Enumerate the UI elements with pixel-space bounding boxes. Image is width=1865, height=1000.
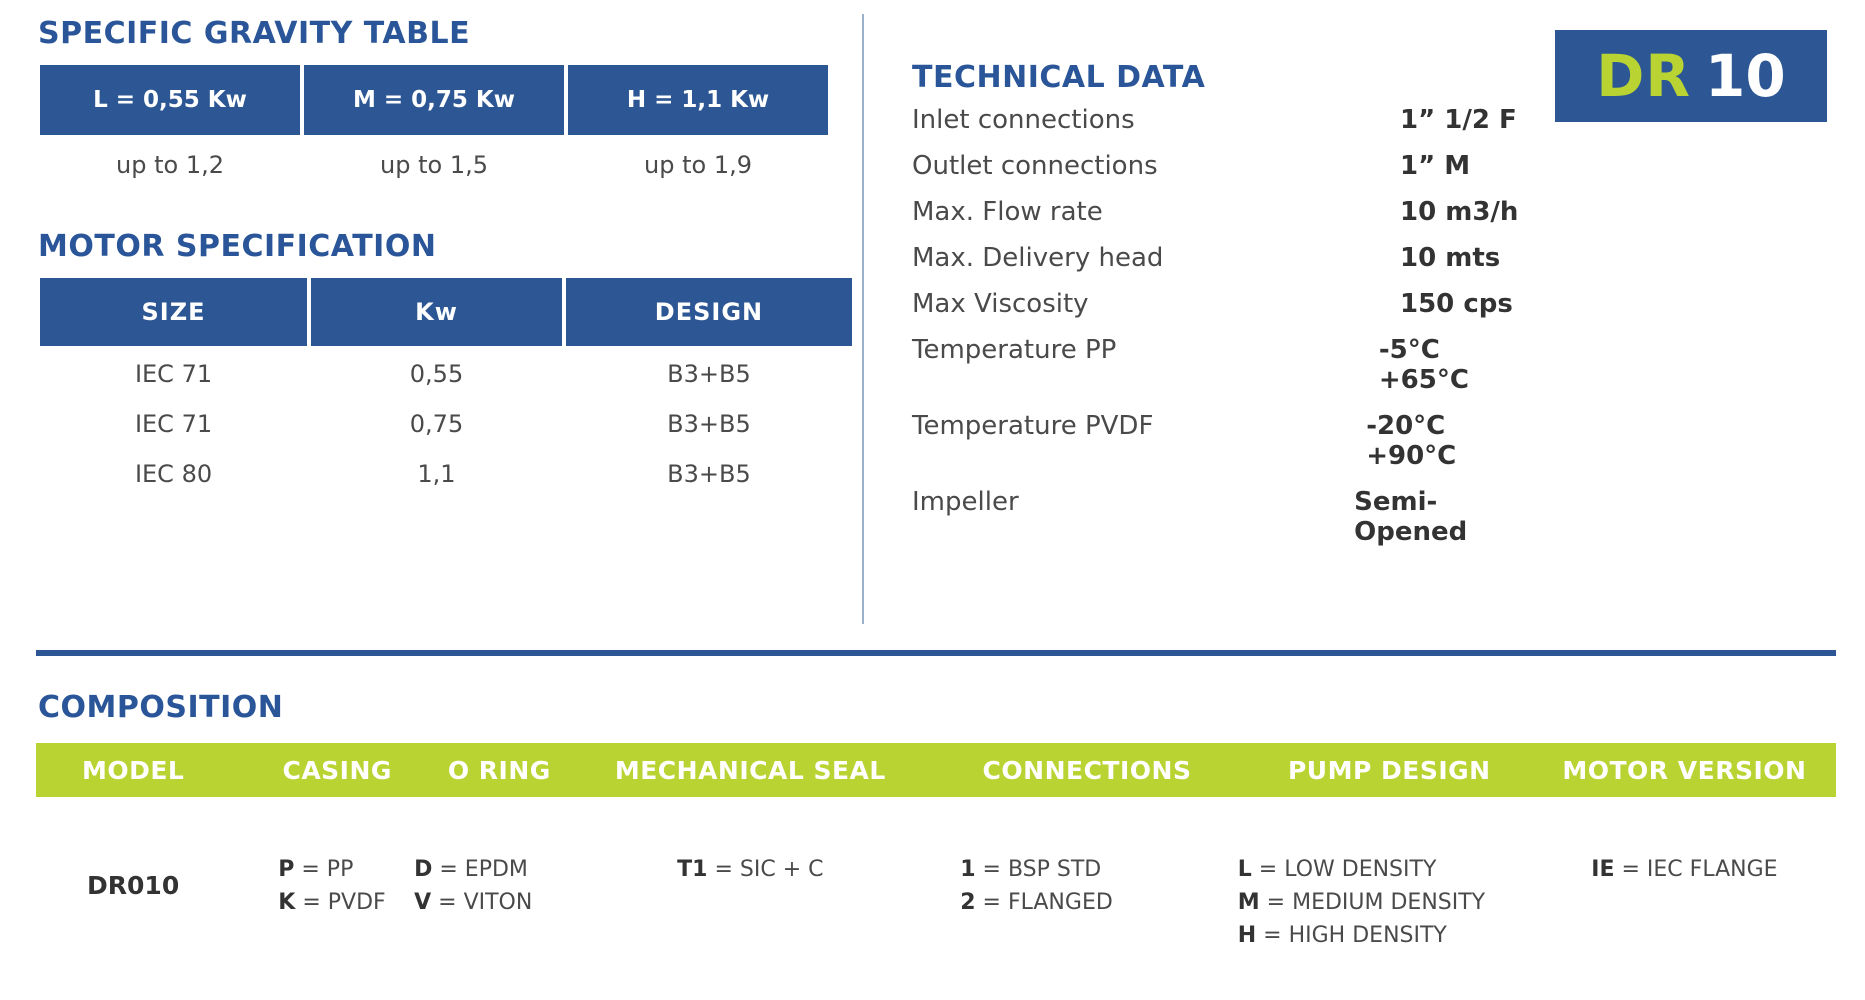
- tech-label: Max. Flow rate: [912, 197, 1103, 227]
- table-row: [40, 396, 852, 446]
- composition-body-row: [36, 797, 1836, 952]
- tech-row: [912, 411, 1532, 471]
- tech-value: -5°C +65°C: [1378, 335, 1469, 395]
- table-row: [40, 346, 852, 396]
- comp-option: [414, 886, 584, 919]
- tech-value: 1” 1/2 F: [1400, 105, 1517, 135]
- motor-cell-size: IEC 71: [134, 360, 213, 388]
- comp-option: [278, 886, 396, 919]
- comp-option: [1238, 853, 1541, 886]
- comp-option: [1238, 919, 1541, 952]
- option-text: = PVDF: [295, 890, 386, 915]
- motor-cell-design: B3+B5: [667, 360, 751, 388]
- logo-prefix: DR: [1596, 42, 1692, 110]
- tech-value: 1” M: [1400, 151, 1471, 181]
- option-code: 1: [960, 857, 976, 882]
- tech-label: Temperature PP: [912, 335, 1117, 365]
- table-row: [40, 446, 852, 496]
- specific-gravity-table: [36, 65, 832, 185]
- option-code: D: [414, 857, 433, 882]
- comp-cell-casing: [222, 853, 396, 919]
- tech-row: [912, 243, 1532, 273]
- comp-option: [1541, 853, 1828, 886]
- option-text: = VITON: [431, 890, 533, 915]
- sg-col-med: M = 0,75 Kw: [304, 65, 564, 135]
- comp-option: [584, 853, 916, 886]
- tech-row: [912, 105, 1532, 135]
- option-code: T1: [677, 857, 708, 882]
- tech-row: [912, 289, 1532, 319]
- product-logo-badge: [1555, 30, 1827, 122]
- option-text: = MEDIUM DENSITY: [1259, 890, 1486, 915]
- technical-data-section: [912, 60, 1532, 563]
- comp-option: [414, 853, 584, 886]
- motor-cell-kw: 0,55: [409, 360, 464, 388]
- tech-value: -20°C +90°C: [1366, 411, 1457, 471]
- option-code: 2: [960, 890, 976, 915]
- option-text: = FLANGED: [975, 890, 1113, 915]
- motor-cell-design: B3+B5: [667, 410, 751, 438]
- comp-cell-motor-version: [1541, 853, 1828, 886]
- motor-col-kw: Kw: [311, 278, 562, 346]
- comp-header-connections: CONNECTIONS: [982, 755, 1192, 785]
- comp-option: [1238, 886, 1541, 919]
- tech-row: [912, 487, 1532, 547]
- specific-gravity-title: SPECIFIC GRAVITY TABLE: [38, 16, 471, 51]
- option-text: = SIC + C: [707, 857, 824, 882]
- motor-specification-table: [36, 278, 856, 496]
- comp-option: [960, 886, 1214, 919]
- comp-cell-o-ring: [396, 853, 584, 919]
- comp-header-o-ring: O RING: [447, 755, 551, 785]
- composition-section: [36, 690, 1836, 952]
- composition-header-row: [36, 743, 1836, 797]
- option-text: = BSP STD: [975, 857, 1102, 882]
- tech-row: [912, 151, 1532, 181]
- option-code: IE: [1591, 857, 1615, 882]
- tech-value: 10 mts: [1400, 243, 1501, 273]
- comp-header-casing: CASING: [282, 755, 392, 785]
- option-text: = PP: [294, 857, 354, 882]
- motor-cell-size: IEC 71: [134, 410, 213, 438]
- tech-value: 150 cps: [1400, 289, 1513, 319]
- vertical-divider: [862, 14, 864, 624]
- motor-specification-title: MOTOR SPECIFICATION: [38, 229, 437, 264]
- sg-value-med: up to 1,5: [380, 151, 488, 179]
- option-code: M: [1237, 890, 1260, 915]
- tech-value: Semi-Opened: [1354, 487, 1468, 547]
- left-column: [36, 16, 856, 496]
- comp-model-code: DR010: [87, 871, 180, 900]
- comp-header-motor-version: MOTOR VERSION: [1562, 755, 1807, 785]
- sg-value-low: up to 1,2: [116, 151, 224, 179]
- tech-label: Temperature PVDF: [912, 411, 1154, 441]
- tech-label: Max. Delivery head: [912, 243, 1164, 273]
- tech-label: Impeller: [912, 487, 1019, 517]
- comp-cell-connections: [916, 853, 1214, 919]
- comp-cell-pump-design: [1214, 853, 1541, 952]
- composition-title: COMPOSITION: [38, 690, 284, 725]
- option-code: K: [278, 890, 296, 915]
- option-code: V: [414, 890, 432, 915]
- comp-header-pump-design: PUMP DESIGN: [1287, 755, 1491, 785]
- option-code: L: [1237, 857, 1252, 882]
- option-text: = IEC FLANGE: [1614, 857, 1778, 882]
- motor-cell-kw: 0,75: [409, 410, 464, 438]
- comp-cell-mechanical-seal: [584, 853, 916, 886]
- tech-value: 10 m3/h: [1400, 197, 1519, 227]
- logo-number: 10: [1705, 42, 1786, 110]
- comp-header-model: MODEL: [81, 755, 185, 785]
- option-text: = EPDM: [432, 857, 528, 882]
- tech-label: Max Viscosity: [912, 289, 1089, 319]
- tech-label: Outlet connections: [912, 151, 1158, 181]
- sg-col-low: L = 0,55 Kw: [40, 65, 300, 135]
- motor-cell-size: IEC 80: [134, 460, 213, 488]
- table-header-row: [40, 65, 828, 135]
- comp-option: [960, 853, 1214, 886]
- tech-label: Inlet connections: [912, 105, 1135, 135]
- option-text: = HIGH DENSITY: [1256, 923, 1447, 948]
- option-code: H: [1237, 923, 1257, 948]
- sg-value-high: up to 1,9: [644, 151, 752, 179]
- comp-option: [278, 853, 396, 886]
- motor-cell-design: B3+B5: [667, 460, 751, 488]
- motor-col-size: SIZE: [40, 278, 307, 346]
- option-text: = LOW DENSITY: [1251, 857, 1437, 882]
- tech-row: [912, 335, 1532, 395]
- horizontal-divider: [36, 650, 1836, 656]
- table-header-row: [40, 278, 852, 346]
- tech-row: [912, 197, 1532, 227]
- comp-cell-model: [44, 853, 222, 905]
- table-row: [40, 135, 828, 185]
- motor-cell-kw: 1,1: [417, 460, 456, 488]
- option-code: P: [278, 857, 295, 882]
- sg-col-high: H = 1,1 Kw: [568, 65, 828, 135]
- motor-col-design: DESIGN: [566, 278, 852, 346]
- technical-data-title: TECHNICAL DATA: [912, 60, 1206, 95]
- comp-header-mechanical-seal: MECHANICAL SEAL: [614, 755, 886, 785]
